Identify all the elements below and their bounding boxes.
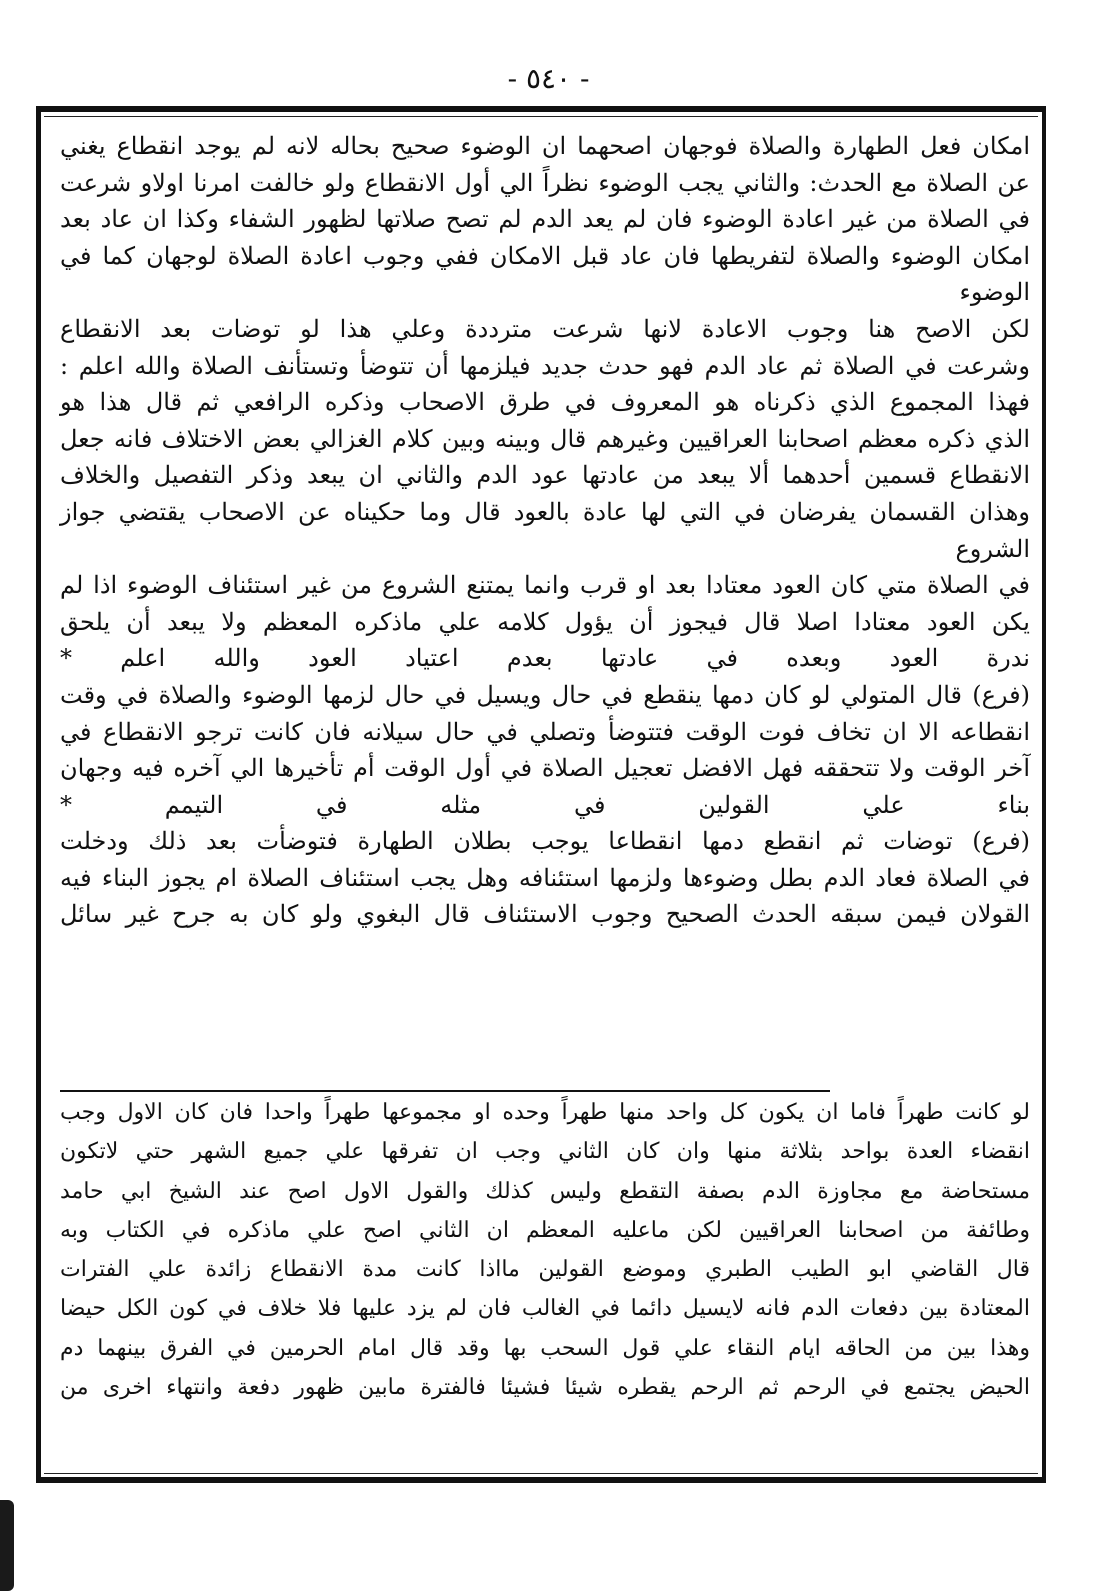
footnote-line: وهذا بين من الحاقه ايام النقاء علي قول السحب بها وقد قال امام الحرمين في الفرق بينهما دم bbox=[60, 1335, 1030, 1361]
main-line: في الصلاة متي كان العود معتادا بعد او قرب وانما يمتنع الشروع من غير استئناف الوضوء اذا لم bbox=[60, 571, 1030, 600]
main-line: آخر الوقت ولا تتحققه فهل الافضل تعجيل الصلاة في أول الوقت أم تأخيرها الي آخره فيه وجهان bbox=[60, 754, 1030, 783]
main-line: (فرع) قال المتولي لو كان دمها ينقطع في حال ويسيل في حال لزمها الوضوء والصلاة في وقت bbox=[60, 680, 1030, 709]
footnote-line: المعتادة بين دفعات الدم فانه لايسيل دائما في الغالب فان لم يزد عليها فلا خلاف في كون الكل حيضا bbox=[60, 1296, 1030, 1322]
main-line: لكن الاصح هنا وجوب الاعادة لانها شرعت مترددة وعلي هذا لو توضات بعد الانقطاع bbox=[60, 314, 1030, 343]
main-line: ندرة العود وبعده في عادتها بعدم اعتياد العود والله اعلم * bbox=[60, 644, 1030, 673]
main-line: (فرع) توضات ثم انقطع دمها انقطاعا يوجب بطلان الطهارة فتوضأت بعد ذلك ودخلت bbox=[60, 827, 1030, 856]
main-text-block bbox=[60, 128, 1030, 933]
main-line: الانقطاع قسمين أحدهما ألا يبعد من عادتها عود الدم والثاني ان يبعد وذكر التفصيل والخلاف bbox=[60, 461, 1030, 490]
footnote-line: انقضاء العدة بواحد بثلاثة منها وان كان الثاني وجب ان تفرقها علي جميع الشهر حتي لاتكون bbox=[60, 1139, 1030, 1165]
main-line: فهذا المجموع الذي ذكرناه هو المعروف في طرق الاصحاب وذكره الرافعي ثم قال هذا هو bbox=[60, 388, 1030, 417]
footnote-text-block bbox=[60, 1093, 1030, 1407]
footnote-line: قال القاضي ابو الطيب الطبري وموضع القولين مااذا كانت مدة الانقطاع زائدة علي الفترات bbox=[60, 1257, 1030, 1283]
main-line: في الصلاة فعاد الدم بطل وضوءها ولزمها استئنافه وهل يجب استئناف الصلاة ام يجوز البناء فيه bbox=[60, 863, 1031, 892]
main-line: وهذان القسمان يفرضان في التي لها عادة بالعود قال وما حكيناه عن الاصحاب يقتضي جواز الشروع bbox=[60, 497, 1030, 563]
main-line: انقطاعه الا ان تخاف فوت الوقت فتتوضأ وتصلي في حال سيلانه فان كانت ترجو الانقطاع في bbox=[60, 717, 1030, 746]
footnote-line: لو كانت طهراً فاما ان يكون كل واحد منها طهراً وحده او مجموعها طهراً واحدا فان كان الاول وجب bbox=[60, 1100, 1030, 1125]
main-line: بناء علي القولين في مثله في التيمم * bbox=[60, 790, 1030, 819]
main-line: امكان فعل الطهارة والصلاة فوجهان اصحهما ان الوضوء صحيح بحاله لانه لم يوجد انقطاع يغني bbox=[60, 132, 1030, 160]
footnote-line: وطائفة من اصحابنا العراقيين لكن ماعليه المعظم ان الثاني اصح علي ماذكره في الكتاب وبه bbox=[60, 1217, 1030, 1243]
page-number: - ٥٤٠ - bbox=[507, 62, 590, 95]
scan-edge-mark bbox=[0, 1500, 14, 1591]
main-line: امكان الوضوء والصلاة لتفريطها فان عاد قبل الامكان ففي وجوب اعادة الصلاة لوجهان كما في الوضوء bbox=[60, 241, 1030, 307]
main-line: وشرعت في الصلاة ثم عاد الدم فهو حدث جديد فيلزمها أن تتوضأ وتستأنف الصلاة والله اعلم : bbox=[60, 351, 1030, 380]
main-line: القولان فيمن سبقه الحدث الصحيح وجوب الاستئناف قال البغوي ولو كان به جرح غير سائل bbox=[60, 900, 1030, 929]
main-line: الذي ذكره معظم اصحابنا العراقيين وغيرهم قال وبينه وبين كلام الغزالي بعض الاختلاف فانه جعل bbox=[60, 424, 1030, 453]
main-line: في الصلاة من غير اعادة الوضوء فان لم يعد الدم لم تصح صلاتها لظهور الشفاء وكذا ان عاد بعد bbox=[60, 205, 1030, 234]
footnote-separator bbox=[60, 1090, 830, 1092]
footnote-line: مستحاضة مع مجاوزة الدم بصفة التقطع وليس كذلك والقول الاول اصح عند الشيخ ابي حامد bbox=[60, 1178, 1030, 1204]
main-line: يكن العود معتادا اصلا قال فيجوز أن يؤول كلامه علي ماذكره المعظم ولا يبعد أن يلحق bbox=[60, 607, 1030, 636]
main-line: عن الصلاة مع الحدث: والثاني يجب الوضوء نظراً الي أول الانقطاع ولو خالفت امرنا اولاو شرعت bbox=[60, 168, 1030, 197]
footnote-line: الحيض يجتمع في الرحم ثم الرحم يقطره شيئا فشيئا فالفترة مابين ظهور دفعة وانتهاء اخرى من bbox=[60, 1375, 1031, 1401]
